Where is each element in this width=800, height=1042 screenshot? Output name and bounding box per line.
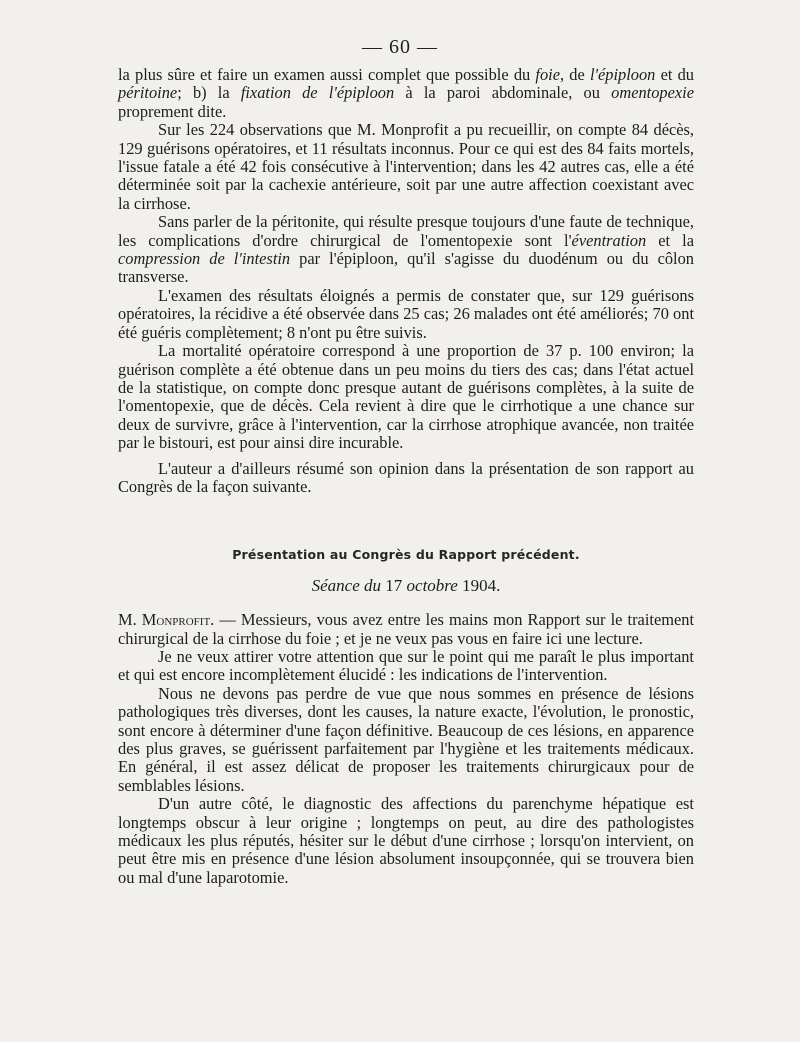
text-run: L'auteur a d'ailleurs résumé son opinion dans la présentation de son rapport au Congrès de la façon suivante.	[118, 458, 694, 496]
paragraph	[118, 460, 694, 497]
page-number: — 60 —	[362, 36, 438, 58]
text-run: et du	[655, 65, 694, 84]
text-run: compression de l'intestin	[118, 249, 291, 269]
text-run: Sans parler de la péritonite, qui résulte presque toujours d'une faute de technique, les complications d'ordre chirurgical de l'omentopexie sont l'	[118, 212, 694, 250]
text-run: à la paroi abdominale, ou	[394, 83, 612, 103]
text-run: . — Messieurs, vous avez entre les mains mon Rapport sur le traitement chirurgical de la cirrhose du foie ; et je ne veux pas vous en faire ici une lecture.	[118, 610, 694, 648]
paragraph	[118, 287, 694, 342]
text-run: péritoine	[118, 83, 178, 103]
text-run: , de	[559, 65, 590, 84]
speech-paragraph	[118, 611, 694, 648]
paragraph	[118, 66, 694, 121]
seance-month: octobre	[402, 575, 463, 595]
seance-year: 1904.	[462, 575, 501, 595]
text-run: D'un autre côté, le diagnostic des affections du parenchyme hépatique est longtemps obscur à leur origine ; longtemps on peut, au dire des pathologistes médicaux les plus réputés, hésiter sur le début d'une cirrhose ; lorsqu'on intervient, on peut être mis en présence d'une lésion absolument insoupçonnée, qui se trouvera bien ou mal d'une laparotomie.	[118, 794, 694, 887]
text-run: et la	[646, 230, 695, 250]
seance-prefix: Séance du	[311, 575, 386, 595]
text-run: par l'épiploon, qu'il s'agisse du duodénum ou du côlon transverse.	[118, 249, 694, 287]
text-run: l'épiploon	[589, 65, 656, 84]
text-run: Je ne veux attirer votre attention que sur le point qui me paraît le plus important et qui est encore incomplètement élucidé : les indications de l'intervention.	[118, 646, 694, 685]
seance-date	[118, 577, 694, 595]
report-summary	[118, 66, 694, 496]
text-run: L'examen des résultats éloignés a permis de constater que, sur 129 guérisons opératoires, la récidive a été observée dans 25 cas; 26 malades ont été améliorés; 70 ont été guéris complètement; 8 n'ont pu être suivis.	[118, 285, 694, 342]
text-run: omentopexie	[611, 83, 694, 103]
text-run: La mortalité opératoire correspond à une proportion de 37 p. 100 environ; la guérison complète a été obtenue dans un peu moins du tiers des cas; dans l'état actuel de la statistique, on compte donc presque autant de guérisons complètes, à la suite de l'omentopexie, que de décès. Cela revient à dire que le cirrhotique a une chance sur deux de survivre, grâce à l'intervention, car la cirrhose atrophique avancée, non traitée par le bistouri, est pour ainsi dire incurable.	[118, 341, 694, 453]
paragraph	[118, 342, 694, 452]
monprofit-speech	[118, 611, 694, 887]
text-run: proprement dite.	[118, 101, 227, 121]
speech-paragraph	[118, 795, 694, 887]
text-run: M.	[118, 610, 142, 630]
body-text	[118, 66, 694, 887]
speech-paragraph	[118, 685, 694, 795]
text-run: la plus sûre et faire un examen aussi complet que possible du	[118, 65, 536, 84]
text-run: ; b) la	[177, 83, 241, 103]
section-heading: Présentation au Congrès du Rapport précédent.	[232, 547, 580, 563]
bleed-through	[118, 946, 694, 986]
paragraph	[118, 121, 694, 213]
paragraph	[118, 213, 694, 287]
text-run: Sur les 224 observations que M. Monprofit a pu recueillir, on compte 84 décès, 129 guérisons opératoires, et 11 résultats inconnus. Pour ce qui est des 84 faits mortels, l'issue fatale a été 42 fois consécutive à l'intervention; dans les 42 autres cas, elle a été déterminée soit par la cachexie antérieure, soit par une autre affection coexistant avec la cirrhose.	[118, 120, 694, 213]
speech-paragraph	[118, 648, 694, 685]
text-run: éventration	[571, 230, 647, 250]
text-run: Monprofit	[141, 610, 211, 630]
text-run: foie	[535, 65, 560, 84]
seance-day: 17	[385, 575, 403, 595]
text-run: Nous ne devons pas perdre de vue que nous sommes en présence de lésions pathologiques très diverses, dont les causes, la nature exacte, l'évolution, le pronostic, sont encore à déterminer d'une façon définitive. Beaucoup de ces lésions, en apparence des plus graves, se guérissent parfaitement par l'hygiène et les traitements médicaux. En général, il est assez délicat de proposer les traitements chirurgicaux pour de semblables lésions.	[118, 683, 694, 795]
text-run: fixation de l'épiploon	[240, 83, 395, 103]
